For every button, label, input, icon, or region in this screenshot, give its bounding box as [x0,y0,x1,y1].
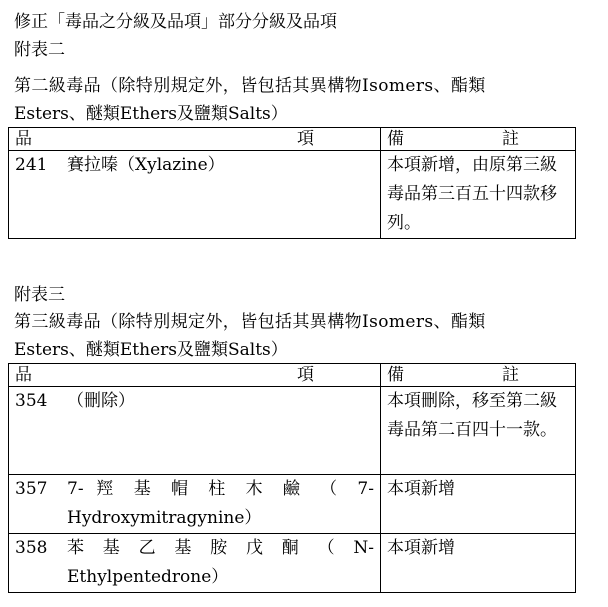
item-name-line1: 苯 基 乙 基 胺 戊 酮 （ N- [67,538,374,558]
item-name-line2: Ethylpentedrone） [67,567,229,587]
table-row [9,387,576,475]
item-name: （刪除） [67,391,135,411]
table-header-row [9,128,576,151]
col-header-note-char2: 註 [502,129,519,149]
item-cell [9,475,381,534]
item-name [67,534,374,592]
note-cell: 本項刪除，移至第二級毒品第二百四十一款。 [381,387,576,475]
note-cell: 本項新增 [381,534,576,593]
document-title: 修正「毒品之分級及品項」部分分級及品項 [14,12,337,32]
table-row [9,151,576,239]
col-header-note-char2: 註 [502,365,519,385]
item-cell [9,387,381,475]
col-header-note [381,128,576,151]
col-header-note [381,364,576,387]
note-cell: 本項新增，由原第三級毒品第三百五十四款移列。 [381,151,576,239]
table-row [9,475,576,534]
appendix-3-table [8,363,576,593]
item-name-line1: 7- 羥 基 帽 柱 木 鹼 （ 7- [67,479,374,499]
item-number: 241 [15,155,48,175]
col-header-item-char1: 品 [15,365,32,385]
item-number: 357 [15,479,48,499]
item-cell [9,534,381,593]
item-name-line2: Hydroxymitragynine） [67,508,262,528]
item-name [67,475,374,533]
col-header-item [9,128,381,151]
appendix-2-heading-line2: Esters、醚類Ethers及鹽類Salts） [14,104,288,124]
item-name: 賽拉嗪（Xylazine） [67,155,225,175]
note-cell: 本項新增 [381,475,576,534]
appendix-2-table [8,127,576,239]
table-header-row [9,364,576,387]
col-header-item-char2: 項 [297,365,314,385]
appendix-3-label: 附表三 [14,285,65,305]
col-header-note-char1: 備 [387,129,404,149]
item-number: 358 [15,538,48,558]
col-header-note-char1: 備 [387,365,404,385]
col-header-item-char2: 項 [297,129,314,149]
item-number: 354 [15,391,48,411]
appendix-3-heading-line2: Esters、醚類Ethers及鹽類Salts） [14,340,288,360]
col-header-item [9,364,381,387]
item-cell [9,151,381,239]
table-row [9,534,576,593]
appendix-2-heading-line1: 第二級毒品（除特別規定外，皆包括其異構物Isomers、酯類 [14,76,486,96]
appendix-2-label: 附表二 [14,40,65,60]
appendix-3-heading-line1: 第三級毒品（除特別規定外，皆包括其異構物Isomers、酯類 [14,312,486,332]
col-header-item-char1: 品 [15,129,32,149]
